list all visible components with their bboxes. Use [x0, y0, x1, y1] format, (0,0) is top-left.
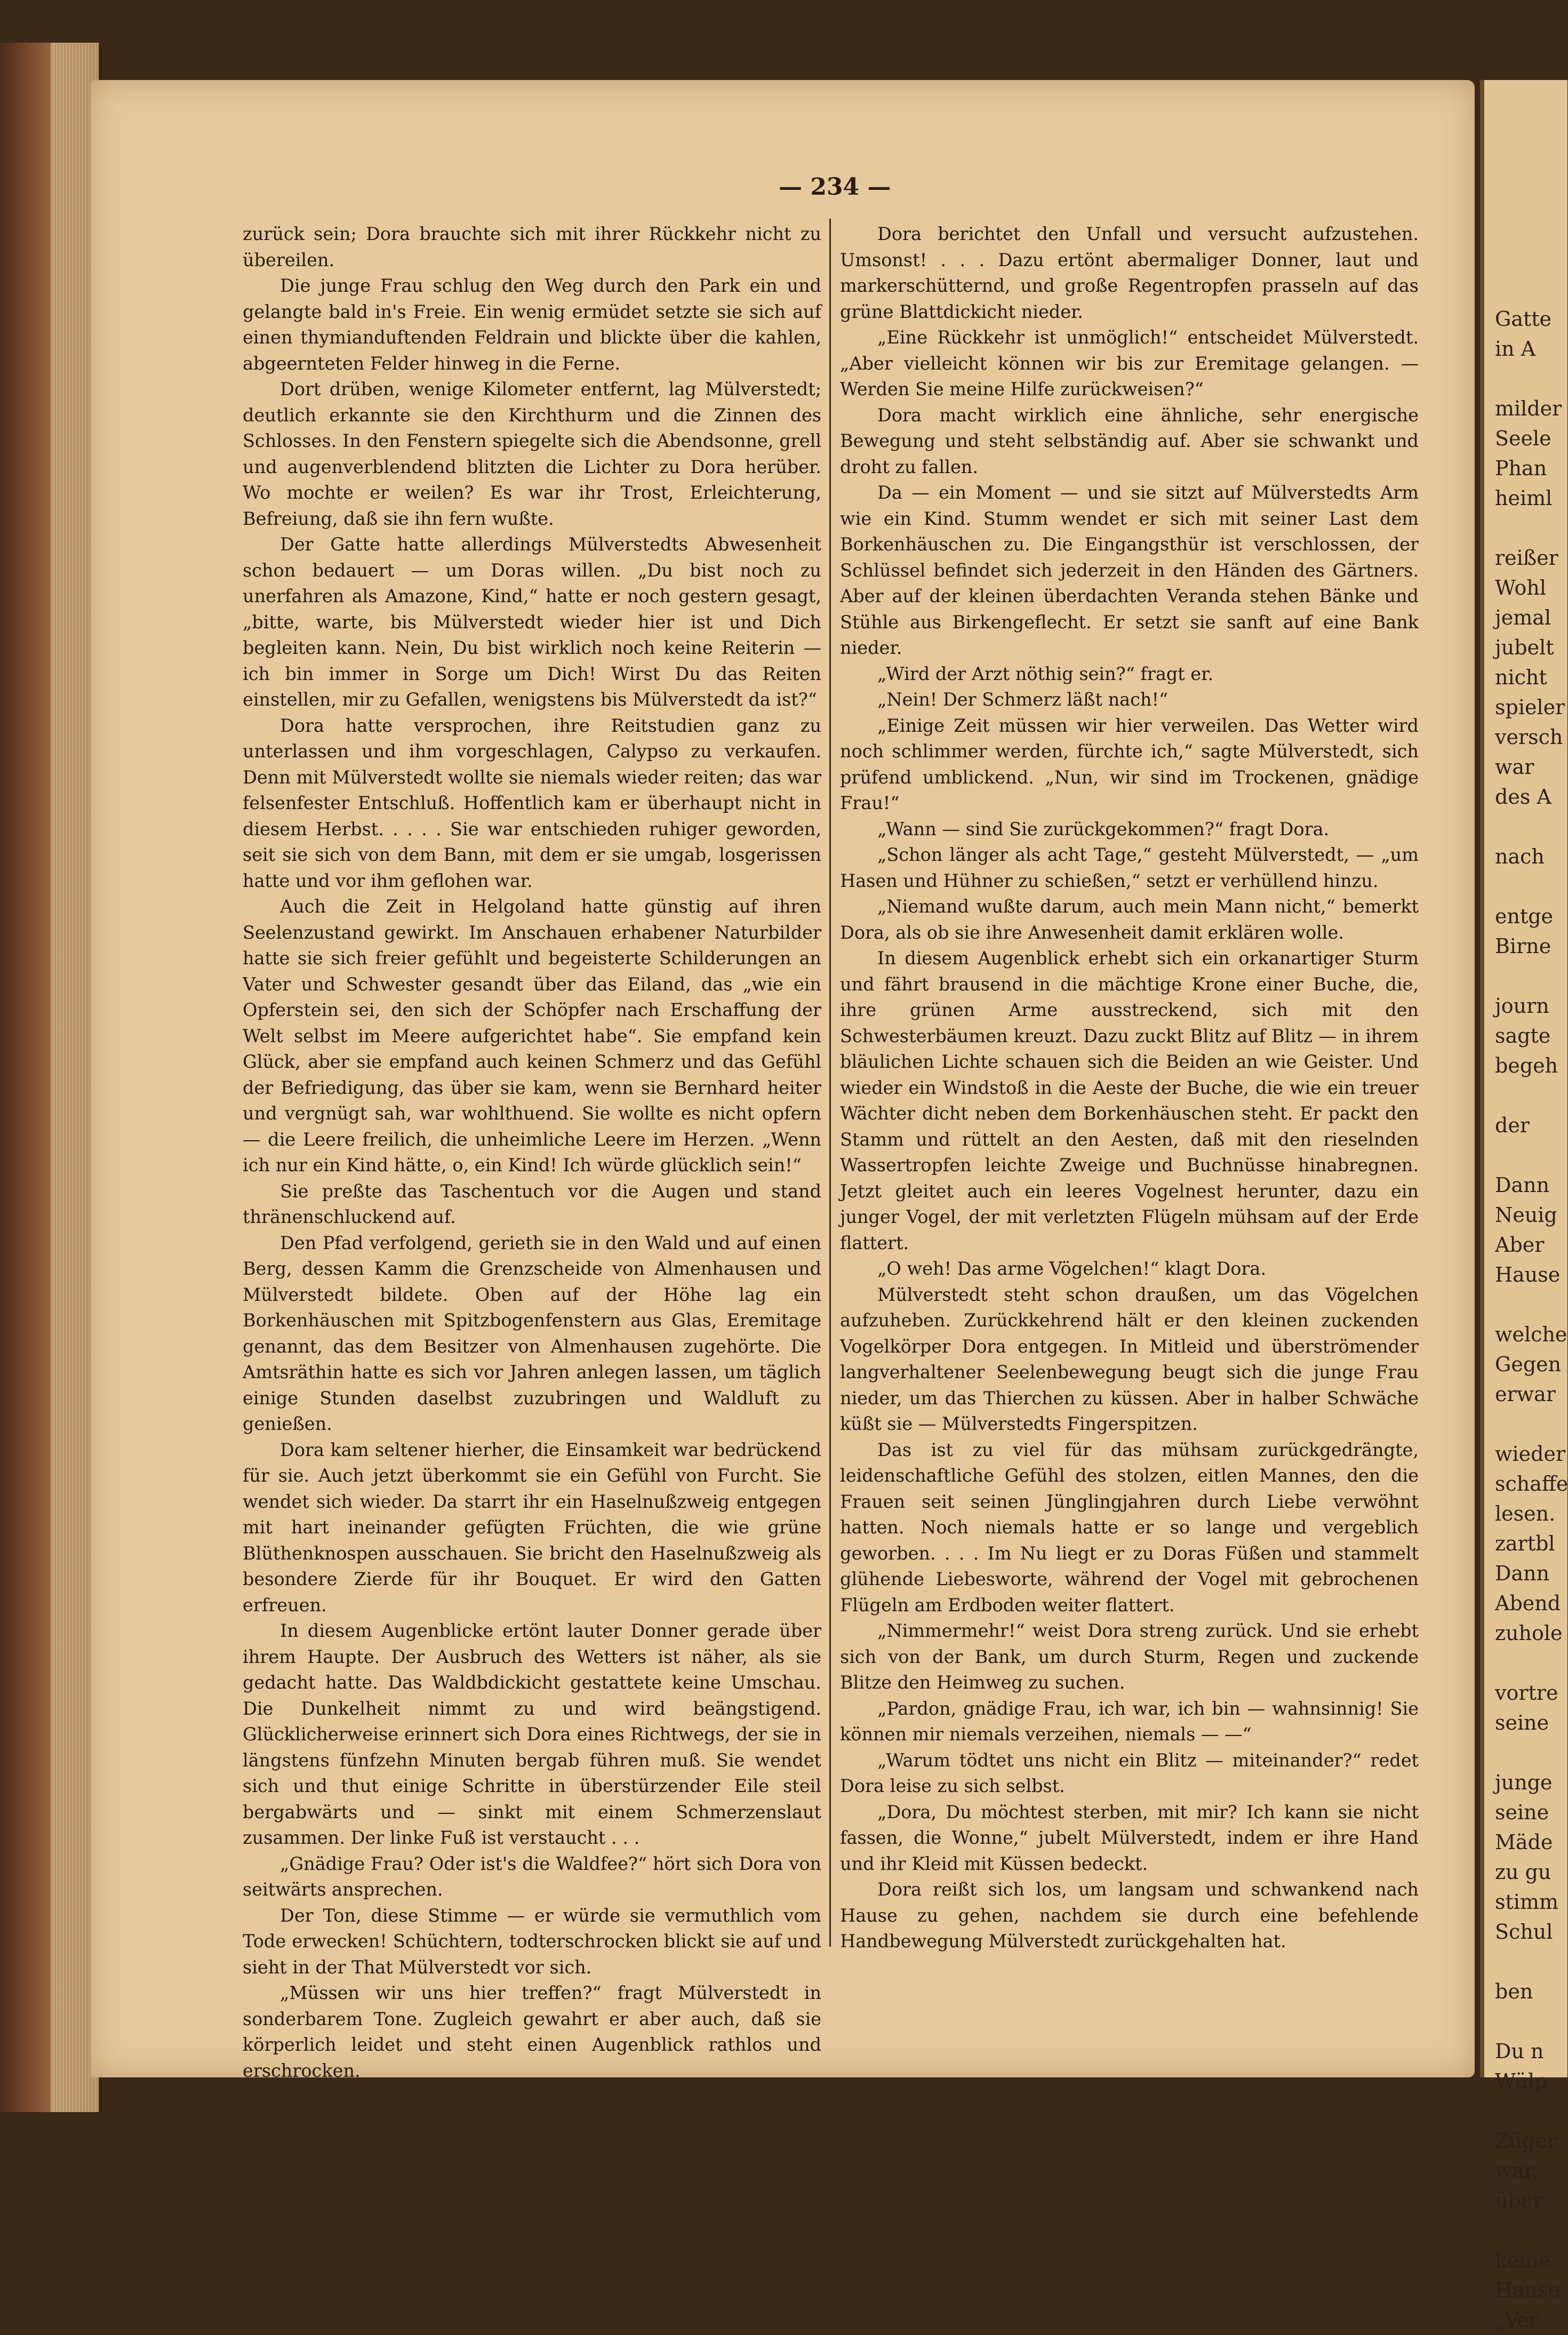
paragraph: „Dora, Du möchtest sterben, mit mir? Ich kann sie nicht fassen, die Wonne,“ jubelt Mülverstedt, indem er ihre Hand und ihr Kleid mit Küssen bedeckt. [840, 1801, 1419, 1874]
next-page-fragment: Mäde [1495, 1830, 1553, 1854]
next-page-fragment: Neuig [1495, 1203, 1557, 1227]
next-page-fragment: wieder [1495, 1442, 1566, 1466]
next-page-fragment: zartbl [1495, 1532, 1555, 1555]
right-column [840, 221, 1419, 1955]
next-page-fragment: welche [1495, 1323, 1567, 1346]
next-page-fragment: junge [1495, 1771, 1553, 1794]
paragraph: Dora reißt sich los, um langsam und schwankend nach Hause zu gehen, nachdem sie durch eine befehlende Handbewegung Mülverstedt zurückgehalten hat. [840, 1879, 1419, 1952]
next-page-fragment: jubelt [1495, 636, 1554, 659]
next-page-fragment: sagte [1495, 1024, 1551, 1047]
next-page-fragment: zuhole [1495, 1621, 1563, 1645]
next-page-fragment: seine [1495, 1801, 1549, 1824]
paragraph: „Pardon, gnädige Frau, ich war, ich bin — wahnsinnig! Sie können mir niemals verzeihen, niemals — —“ [840, 1698, 1419, 1745]
paragraph: Der Gatte hatte allerdings Mülverstedts Abwesenheit schon bedauert — um Doras willen. „Du bist noch zu unerfahren als Amazone, Kind,“ hatte er noch gestern gesagt, „bitte, warte, bis Mülverstedt wieder hier ist und Dich begleiten kann. Nein, Du bist wirklich noch keine Reiterin — ich bin immer in Sorge um Dich! Wirst Du das Reiten einstellen, mir zu Gefallen, wenigstens bis Mülverstedt da ist?“ [243, 534, 821, 710]
next-page-fragment: begeh [1495, 1054, 1558, 1077]
paragraph: „Nein! Der Schmerz läßt nach!“ [877, 689, 1169, 710]
paragraph: „Einige Zeit müssen wir hier verweilen. Das Wetter wird noch schlimmer werden, fürchte ich,“ sagte Mülverstedt, sich prüfend umblickend. „Nun, wir sind im Trockenen, gnädige Frau!“ [840, 715, 1419, 813]
next-page-fragment [1495, 812, 1567, 842]
paragraph: Die junge Frau schlug den Weg durch den Park ein und gelangte bald in's Freie. Ein wenig ermüdet setzte sie sich auf einen thymianduftenden Feldrain und blickte über die kahlen, abgeernteten Felder hinweg in die Ferne. [243, 275, 821, 374]
next-page-fragment: Hause [1495, 2278, 1561, 2302]
next-page-fragment: der [1495, 1114, 1530, 1137]
next-page-fragment: Wohl [1495, 576, 1546, 599]
paragraph: „O weh! Das arme Vögelchen!“ klagt Dora. [877, 1258, 1267, 1279]
next-page-fragment: nach [1495, 845, 1545, 868]
next-page-fragment: Wülp [1495, 2069, 1548, 2093]
next-page-fragment: journ [1495, 994, 1549, 1018]
next-page-fragment: Abend [1495, 1592, 1561, 1615]
next-page-fragment: ben [1495, 1980, 1533, 2003]
next-page-fragment: erwar [1495, 1382, 1556, 1406]
paragraph: Dora berichtet den Unfall und versucht aufzustehen. Umsonst! . . . Dazu ertönt abermaliger Donner, laut und markerschütternd, und große Regentropfen prasseln auf das grüne Blattdickicht nieder. [840, 223, 1419, 322]
paragraph: zurück sein; Dora brauchte sich mit ihrer Rückkehr nicht zu übereilen. [243, 223, 821, 270]
next-page-fragment: heiml [1495, 486, 1553, 510]
paragraph: Das ist zu viel für das mühsam zurückgedrängte, leidenschaftliche Gefühl des stolzen, eitlen Mannes, den die Frauen seit seinen Jünglingjahren durch Liebe verwöhnt hatten. Noch niemals hatte er so lange und vergeblich geworben. . . . Im Nu liegt er zu Doras Füßen und stammelt glühende Liebesworte, während der Vogel mit gebrochenen Flügeln am Erdboden weiter flattert. [840, 1439, 1419, 1616]
next-page-fragment: nicht [1495, 666, 1547, 689]
page-number: — 234 — [779, 173, 891, 201]
next-page-fragment: über [1495, 2189, 1543, 2212]
paragraph: Da — ein Moment — und sie sitzt auf Mülverstedts Arm wie ein Kind. Stumm wendet er sich mit seiner Last dem Borkenhäuschen zu. Die Eingangsthür ist verschlossen, der Schlüssel befindet sich jederzeit in den Händen des Gärtners. Aber auf der kleinen überdachten Veranda stehen Bänke und Stühle aus Birkengeflecht. Er setzt sie sanft auf eine Bank nieder. [840, 482, 1419, 658]
paragraph: Dora kam seltener hierher, die Einsamkeit war bedrückend für sie. Auch jetzt überkommt sie ein Gefühl von Furcht. Sie wendet sich wieder. Da starrt ihr ein Haselnußzweig entgegen mit hart ineinander gefügten Früchten, die wie grüne Blüthenknospen ausschauen. Sie bricht den Haselnußzweig als besondere Zierde für ihr Bouquet. Er wird den Gatten erfreuen. [243, 1439, 821, 1616]
next-page-fragment [1495, 513, 1567, 543]
next-page-fragment [1495, 364, 1567, 394]
paragraph: „Nimmermehr!“ weist Dora streng zurück. Und sie erhebt sich von der Bank, um durch Sturm, Regen und zuckende Blitze den Heimweg zu suchen. [840, 1620, 1419, 1693]
next-page-fragment [1495, 1947, 1567, 1977]
next-page-fragment: Birne [1495, 934, 1551, 958]
next-page-fragment: spieler [1495, 695, 1565, 719]
next-page-fragment [1495, 1140, 1567, 1170]
next-page-fragment: Gatte [1495, 307, 1552, 331]
paragraph: „Wann — sind Sie zurückgekommen?“ fragt Dora. [877, 818, 1330, 839]
paragraph: Dora macht wirklich eine ähnliche, sehr energische Bewegung und steht selbständig auf. Aber sie schwankt und droht zu fallen. [840, 404, 1419, 477]
next-page-fragment: „Ver [1495, 2308, 1539, 2332]
next-page-fragment: seine [1495, 1711, 1549, 1734]
next-page-fragment: Dann [1495, 1173, 1550, 1197]
next-page-fragment [1495, 1648, 1567, 1678]
paragraph: „Gnädige Frau? Oder ist's die Waldfee?“ hört sich Dora von seitwärts ansprechen. [243, 1853, 821, 1900]
next-page-fragment: milder [1495, 397, 1562, 420]
next-page-fragment: zu gu [1495, 1860, 1551, 1884]
next-page-fragment: keine [1495, 2249, 1551, 2272]
next-page-edge [1480, 80, 1568, 2332]
next-page-fragment: reißer [1495, 546, 1558, 570]
paragraph: „Warum tödtet uns nicht ein Blitz — miteinander?“ redet Dora leise zu sich selbst. [840, 1749, 1419, 1796]
paragraph: Der Ton, diese Stimme — er würde sie vermuthlich vom Tode erwecken! Schüchtern, todterschrocken blickt sie auf und sieht in der That Mülverstedt vor sich. [243, 1905, 821, 1978]
next-page-fragment [1495, 1290, 1567, 1320]
paragraph: „Eine Rückkehr ist unmöglich!“ entscheidet Mülverstedt. „Aber vielleicht können wir bis zur Eremitage gelangen. — Werden Sie meine Hilfe zurückweisen?“ [840, 327, 1419, 399]
paragraph: „Müssen wir uns hier treffen?“ fragt Mülverstedt in sonderbarem Tone. Zugleich gewahrt er aber auch, daß sie körperlich leidet und steht einen Augenblick rathlos und erschrocken. [243, 1982, 821, 2081]
next-page-fragment [1495, 871, 1567, 901]
paragraph: Sie preßte das Taschentuch vor die Augen und stand thränenschluckend auf. [243, 1180, 821, 1227]
next-page-fragment: in A [1495, 337, 1536, 361]
paragraph: „Niemand wußte darum, auch mein Mann nicht,“ bemerkt Dora, als ob sie ihre Anwesenheit damit erklären wolle. [840, 896, 1419, 943]
next-page-fragment: war [1495, 755, 1534, 779]
next-page-fragment: vortre [1495, 1681, 1558, 1705]
next-page-fragment: Aber [1495, 1233, 1545, 1257]
left-column [243, 221, 821, 2084]
next-page-fragment: stimm [1495, 1890, 1558, 1914]
next-page-fragment: lesen. [1495, 1502, 1556, 1525]
next-page-fragment [1495, 1409, 1567, 1439]
next-page-fragment: Gegen [1495, 1353, 1562, 1376]
next-page-fragment: entge [1495, 905, 1554, 928]
next-page-fragment: Phan [1495, 457, 1547, 480]
next-page-fragment: Dann [1495, 1562, 1550, 1585]
next-page-fragment [1495, 2006, 1567, 2036]
next-page-fragment [1495, 1738, 1567, 1768]
next-page-fragment: jemal [1495, 606, 1551, 629]
paragraph: In diesem Augenblicke ertönt lauter Donner gerade über ihrem Haupte. Der Ausbruch des Wetters ist näher, als sie gedacht hatte. Das Waldbdickicht gestattete keine Umschau. Die Dunkelheit nimmt zu und wird beängstigend. Glücklicherweise erinnert sich Dora eines Richtwegs, der sie in längstens fünfzehn Minuten bergab führen muß. Sie wendet sich und thut einige Schritte in überstürzender Eile steil bergabwärts und — sinkt mit einem Schmerzenslaut zusammen. Der linke Fuß ist verstaucht . . . [243, 1620, 821, 1848]
next-page-fragment [1495, 1081, 1567, 1110]
next-page-fragment: versch [1495, 725, 1563, 749]
next-page-fragment [1495, 961, 1567, 991]
next-page-fragment: Seele [1495, 427, 1551, 450]
paragraph: Dora hatte versprochen, ihre Reitstudien ganz zu unterlassen und ihm vorgeschlagen, Calypso zu verkaufen. Denn mit Mülverstedt wollte sie niemals wieder reiten; das war felsenfester Entschluß. Hoffentlich kam er überhaupt nicht in diesem Herbst. . . . . Sie war entschieden ruhiger geworden, seit sie sich von dem Bann, mit dem er sie umgab, losgerissen hatte und vor ihm geflohen war. [243, 715, 821, 891]
next-page-fragment: Hause [1495, 1263, 1561, 1286]
next-page-fragment [1495, 2216, 1567, 2245]
next-page-fragment: Schul [1495, 1920, 1553, 1944]
paragraph: In diesem Augenblick erhebt sich ein orkanartiger Sturm und fährt brausend in die mächtige Krone einer Buche, die, ihre grünen Arme ausstreckend, sich mit den Schwesterbäumen kreuzt. Dazu zuckt Blitz auf Blitz — in ihrem bläulichen Lichte schauen sich die Beiden an wie Geister. Und wieder ein Windstoß in die Aeste der Buche, die wie ein treuer Wächter dicht neben dem Borkenhäuschen steht. Er packt den Stamm und rüttelt an den Aesten, daß mit den rieselnden Wassertropfen leichte Zweige und Buchnüsse hinabregnen. Jetzt gleitet auch ein leeres Vogelnest herunter, dazu ein junger Vogel, der mit verletzten Flügeln mühsam auf der Erde flattert. [840, 948, 1419, 1253]
paragraph: Auch die Zeit in Helgoland hatte günstig auf ihren Seelenzustand gewirkt. Im Anschauen erhabener Naturbilder hatte sie sich freier gefühlt und begeisterte Schilderungen an Vater und Schwester gesandt über das Eiland, das „wie ein Opferstein sei, den sich der Schöpfer nach Erschaffung der Welt selbst im Meere aufgerichtet habe“. Sie empfand kein Glück, aber sie empfand auch keinen Schmerz und das Gefühl der Befriedigung, das über sie kam, wenn sie Bernhard heiter und vergnügt sah, war wohlthuend. Sie wollte es nicht opfern — die Leere freilich, die unheimliche Leere im Herzen. „Wenn ich nur ein Kind hätte, o, ein Kind! Ich würde glücklich sein!“ [243, 896, 821, 1176]
paragraph: Den Pfad verfolgend, gerieth sie in den Wald und auf einen Berg, dessen Kamm die Grenzscheide von Almenhausen und Mülverstedt bildete. Oben auf der Höhe lag ein Borkenhäuschen mit Spitzbogenfenstern aus Glas, Eremitage genannt, das dem Besitzer von Almenhausen zugehörte. Die Amtsräthin hatte es sich vor Jahren anlegen lassen, um täglich einige Stunden daselbst zuzubringen und Waldluft zu genießen. [243, 1232, 821, 1434]
next-page-fragment [1495, 2096, 1567, 2126]
column-divider [829, 219, 831, 1947]
next-page-fragment: schaffe [1495, 1472, 1568, 1496]
paragraph: „Schon länger als acht Tage,“ gesteht Mülverstedt, — „um Hasen und Hühner zu schießen,“ setzt er verhüllend hinzu. [840, 844, 1419, 891]
next-page-fragment: Züger [1495, 2129, 1557, 2153]
next-page-fragment: des A [1495, 785, 1551, 809]
next-page-fragment: Du n [1495, 2040, 1544, 2063]
book-left-edge [0, 43, 101, 2112]
paragraph: Dort drüben, wenige Kilometer entfernt, lag Mülverstedt; deutlich erkannte sie den Kirchthurm und die Zinnen des Schlosses. In den Fenstern spiegelte sich die Abendsonne, grell und augenverblendend blitzten die Lichter zu Dora herüber. Wo mochte er weilen? Es war ihr Trost, Erleichterung, Befreiung, daß sie ihn fern wußte. [243, 379, 821, 529]
paragraph: „Wird der Arzt nöthig sein?“ fragt er. [877, 663, 1214, 684]
next-page-fragment: war, [1495, 2159, 1539, 2182]
paragraph: Mülverstedt steht schon draußen, um das Vögelchen aufzuheben. Zurückkehrend hält er den kleinen zuckenden Vogelkörper Dora entgegen. In Mitleid und überströmender langverhaltener Seelenbewegung beugt sich die junge Frau nieder, um das Thierchen zu küssen. Aber in halber Schwäche küßt sie — Mülverstedts Fingerspitzen. [840, 1284, 1419, 1434]
